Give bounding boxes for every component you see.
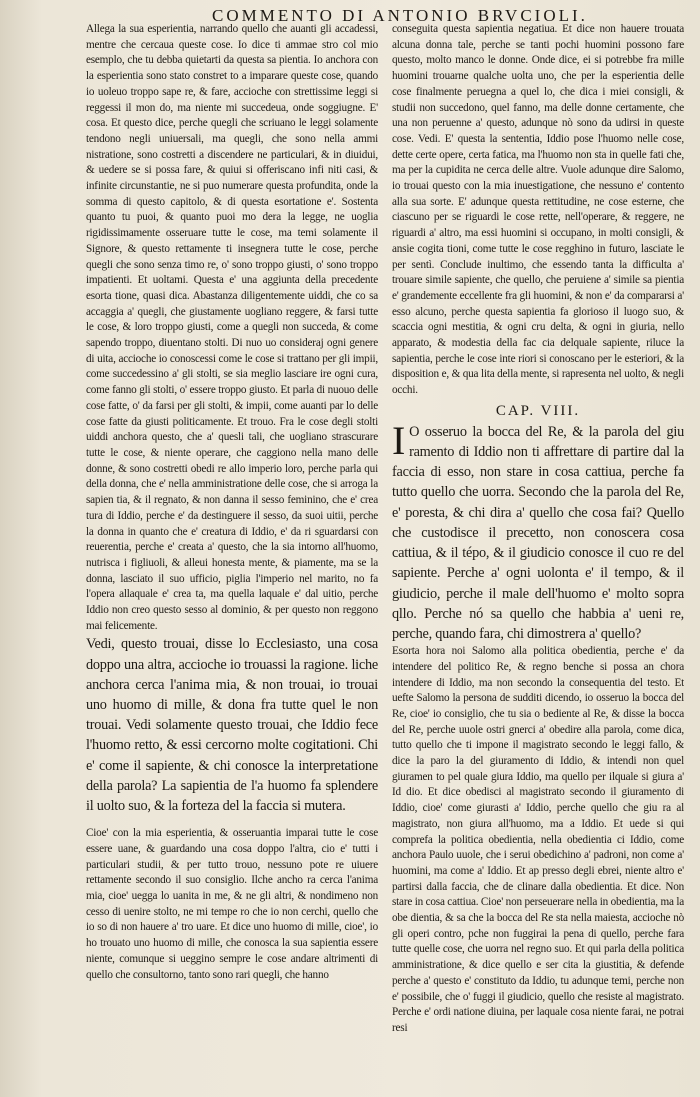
- text-columns: [86, 22, 684, 1037]
- commentary-paragraph: conseguita questa sapientia negatiua. Et dice non hauere trouata alcuna donna tale, perche se tanti pochi huomini possono fare questo, molto manco le donne. Onde dice, ei si potrebbe fra mille huomini trouarne qualche uolta uno, che per la esperientia delle cose finalmente peruegna a quel lo, che dica i miei consigli, & studii non succedono, quel fanno, ma delle donne certamente, che una non peruenne a' questo, adunque nò sono da udirsi in queste cose. Vedi. E' questa la sententia, Iddio pose l'huomo nelle cose, dette certe opere, certa fatica, ma l'huomo non sta in quelle fati che, ma per la cupidita ne cerca delle altre. Vuole adunque dire Salomo, io trouai questo con la mia inuestigatione, che nessuno e' contento alla sua sorte. E' adunque questa rettitudine, ne cose esterne, che ciascuno per se riguardi le cose rette, nell'operare, & reggere, ne riguardi a' altro, ma essi huomini si occupano, in molti consigli, & ansie cogita tioni, come tutte le cose regghino in futuro, lasciate le per sentì. Conclude inultimo, che essendo tanta la difficulta a' trouare simile sapiente, che quello, che peruiene a' simile sa pientia e' grandemente eccellente fra gli huomini, & non e' da compararsi a' esso alcuno, perche questa sapientia fa glorioso il luogo suo, & scaccia ogni mestitia, & ogni cru delta, & ogni in giuria, nello apparato, & modestia della fac cia delquale sapiente, riluce la sapientia, perche le cose inte riori si conoscano per le esteriori, & la disposition e, & qua lita della mente, si rapresenta nel uolto, & negli occhi.: [392, 23, 684, 397]
- drop-cap: I: [392, 417, 406, 463]
- scripture-passage: Vedi, questo trouai, disse lo Ecclesiasto, una cosa doppo una altra, accioche io trouassi la ragione. liche anchora cerca l'anima mia, & non trouai, io trouai uno huomo di mille, & dona fra tutte quel le non trouai. Vedi solamente questo trouai, che Iddio fece l'huomo retto, & essi cercorno molte cogitationi. Chi e' come il sapiente, & chi conosce la interpretatione della parola? La sapientia de l'a huomo fa splendere il uolto suo, & la forteza del la faccia si mutera.: [86, 636, 378, 815]
- left-column: [86, 22, 378, 1037]
- running-title: COMMENTO DI ANTONIO BRVCIOLI.: [212, 6, 588, 25]
- chapter-heading: CAP. VIII.: [495, 402, 581, 419]
- commentary-paragraph: Cioe' con la mia esperientia, & osseruantia imparai tutte le cose essere uane, & guardando una cosa doppo l'altra, cio e' tutti i particulari studii, & per tutto trouo, nessuno pote re uiuere rettamente secondo il suo consiglio. Ilche ancho ra cerca l'anima mia, cioe' uegga lo uanita in me, & ne gli altri, & nondimeno non cesso di uenire stolto, ne mi tempe ro che io non cerchi, quello che io so di non hauere a' tro uare. Et dice uno huomo di mille, cioe', io ho trouato uno huomo di mille, che conosca la sua sapientia essere niente, comunque si ueggino sempre le cose andare altrimenti di quello che consultorno, tanto sono rari quegli, che hanno: [86, 827, 378, 981]
- commentary-paragraph: Allega la sua esperientia, narrando quello che auanti gli accadessi, mentre che cercaua queste cose. Io dice ti ammae stro col mio esemplo, che tu debba quietarti da questa sa pientia. Io anchora con la esperientia sono stato constret to a imparare queste cose, quando io uoleuo troppo sape re, & fare, accioche con strettissime leggi si reggessi il mon do, ma niente mi succedeua, onde soggiugne. E' cosa. Et questo dice, perche quegli che scriuano le leggi solamente tendono negli uniuersali, ma quegli, che sono nella ammi nistratione, sono costretti a discendere ne particulari, & in diuidui, & uedere se si possa fare, & quiui si offeriscano infi niti casi, & infinite circunstantie, ne si puo numerare questa profundita, onde la somma di questo capitolo, & di questa esortatione e'. Sostenta quanto tu puoi, & quanto puoi mo dera la legge, ne uoglia rigidissimamente osseruare tutte le cose, ma temi solamente il Signore, & questo rettamente ti insegnera tutte le cose, perche quegli che sono senza timo re, o' sono troppo giusti, o' sono troppo impatienti. Et uoltami. Questa e' una aggiunta della precedente esorta tione, quasi dica. Abastanza diligentemente uiddi, che co sa accaggia a' quegli, che giustamente uogliano reggere, & farsi tutte le cose, & loro troppo giusti, come a quegli non succeda, & come sapendo troppo, diuentano stolti. Di nuo uo consideraj ogni genere di uita, accioche io conoscessi come le cose si trattano per gli impii, come succedessino a' gli stolti, se sia meglio lasciare ire ogni cura, come fanno gli stolti, o' essere troppo giusto. Et parla di nuouo delle cose fatte, o' da farsi per gli stolti, & impii, come auanti par lo delle cose fatte da giusti politicamente. Et trouo. Fra le cose degli stolti uiddi anchora questo, che a' quesli tali, che uogliano strascurare tutte le cose, & niente operare, che caggiono nella mano delle donne, & sono costretti obedi re allo imperio loro, perche parla qui della donna, che e' nella amministratione delle cose, che si arroga la sapien tia, & il regnato, & non danna il sesso feminino, che e' crea tura di Iddio, perche e' da destinguere il sesso, da suoi uitii, perche la donna in quanto che e' creatura di Iddio, e' da ri sguardarsi con reuerentia, perche e' creata a' questo, che la sia intorno all'huomo, nutrisca i figliuoli, & alleui honesta mente, & piamente, ma se la donna, lasciato il suo ufficio, piglia l'imperio nel marito, no fa l'opera allaquale e' crea ta, ma quella laquale e' dal uitio, perche Iddio non creo questo sesso al dominio, & per questo non reggono mai felicemente.: [86, 23, 378, 632]
- right-column: [392, 22, 684, 1037]
- scripture-text: O osseruo la bocca del Re, & la parola del giu ramento di Iddio non ti affrettare di partire dal la faccia di esso, non stare in cosa cattiua, perche fa tutto quello che uorra. Secondo che la parola del Re, e' poresta, & chi dira a' quello che cosa fai? Quello che custodisce il precetto, non conoscera cosa cattiua, & il tépo, & il giudicio conosce il cuo re del sapiente. Perche a' ogni uolonta e' il tempo, & il giudicio, perche il male dell'huomo e' molto sopra qllo. Perche nó sa quello che habbia a' ueni re, perche, quando fara, chi dimostrera a' quello?: [392, 423, 684, 642]
- scripture-passage: [392, 417, 684, 644]
- spacer: [86, 816, 378, 826]
- commentary-paragraph: Esorta hora noi Salomo alla politica obedientia, perche e' da intendere del politico Re, & regno benche si possa an chora intendere di Iddio, ma non secondo la consequentia del testo. Et uefte Salomo la persona de sudditi dicendo, io osseruo la bocca del Re, cioe' io consiglio, che tu sia o bediente al Re, & disse la bocca del Re, perche uuole ostri gnerci a' obedire alla parola, come dica, tutto quello che ti impone il magistrato secondo le leggi fallo, & dice la paro la del giuramento di Iddio, & intendi non quel giuramen to pel quale giura Iddio, ma quello per ilquale si giura a' Id dio. Et dice obedisci al magistrato secondo il giuramento di Iddio, cioe' come giurasti a' Iddio, perche quello che giu ra al magistrato, non giura all'huomo, ma a Iddio. Et uede si qui comprefa la politica obedientia, nella obedientia ci Iddio, come anchora Paulo uuole, che i serui obedichino a' padroni, non come a' huomini, ma come a' Iddio. Et ap presso degli ebrei, niente altro e' partirsi dalla faccia, che de clinare dalla obedientia. Et dice. Non stare in cosa cattiua. Cioe' non perseuerare nella in obedientia, ma la obe dientia, & sa che la bocca del Re sta nella maiesta, accioche nò gli operi contro, pche non fuggirai la pena di quello, perche fara tutte quelle cose, che uorra nel regno suo. Et qui parla della politica amministratione, & dice quello e ser cita la giustitia, & defende perche a' questo e' constituto da Iddio, tu adunque temi, perche non e' possibile, che o' fuggi il giudicio, quello che resiste al magistrato. Perche e' ordi natione diuina, per laquale cosa niente farai, ne potrai resi: [392, 645, 684, 1034]
